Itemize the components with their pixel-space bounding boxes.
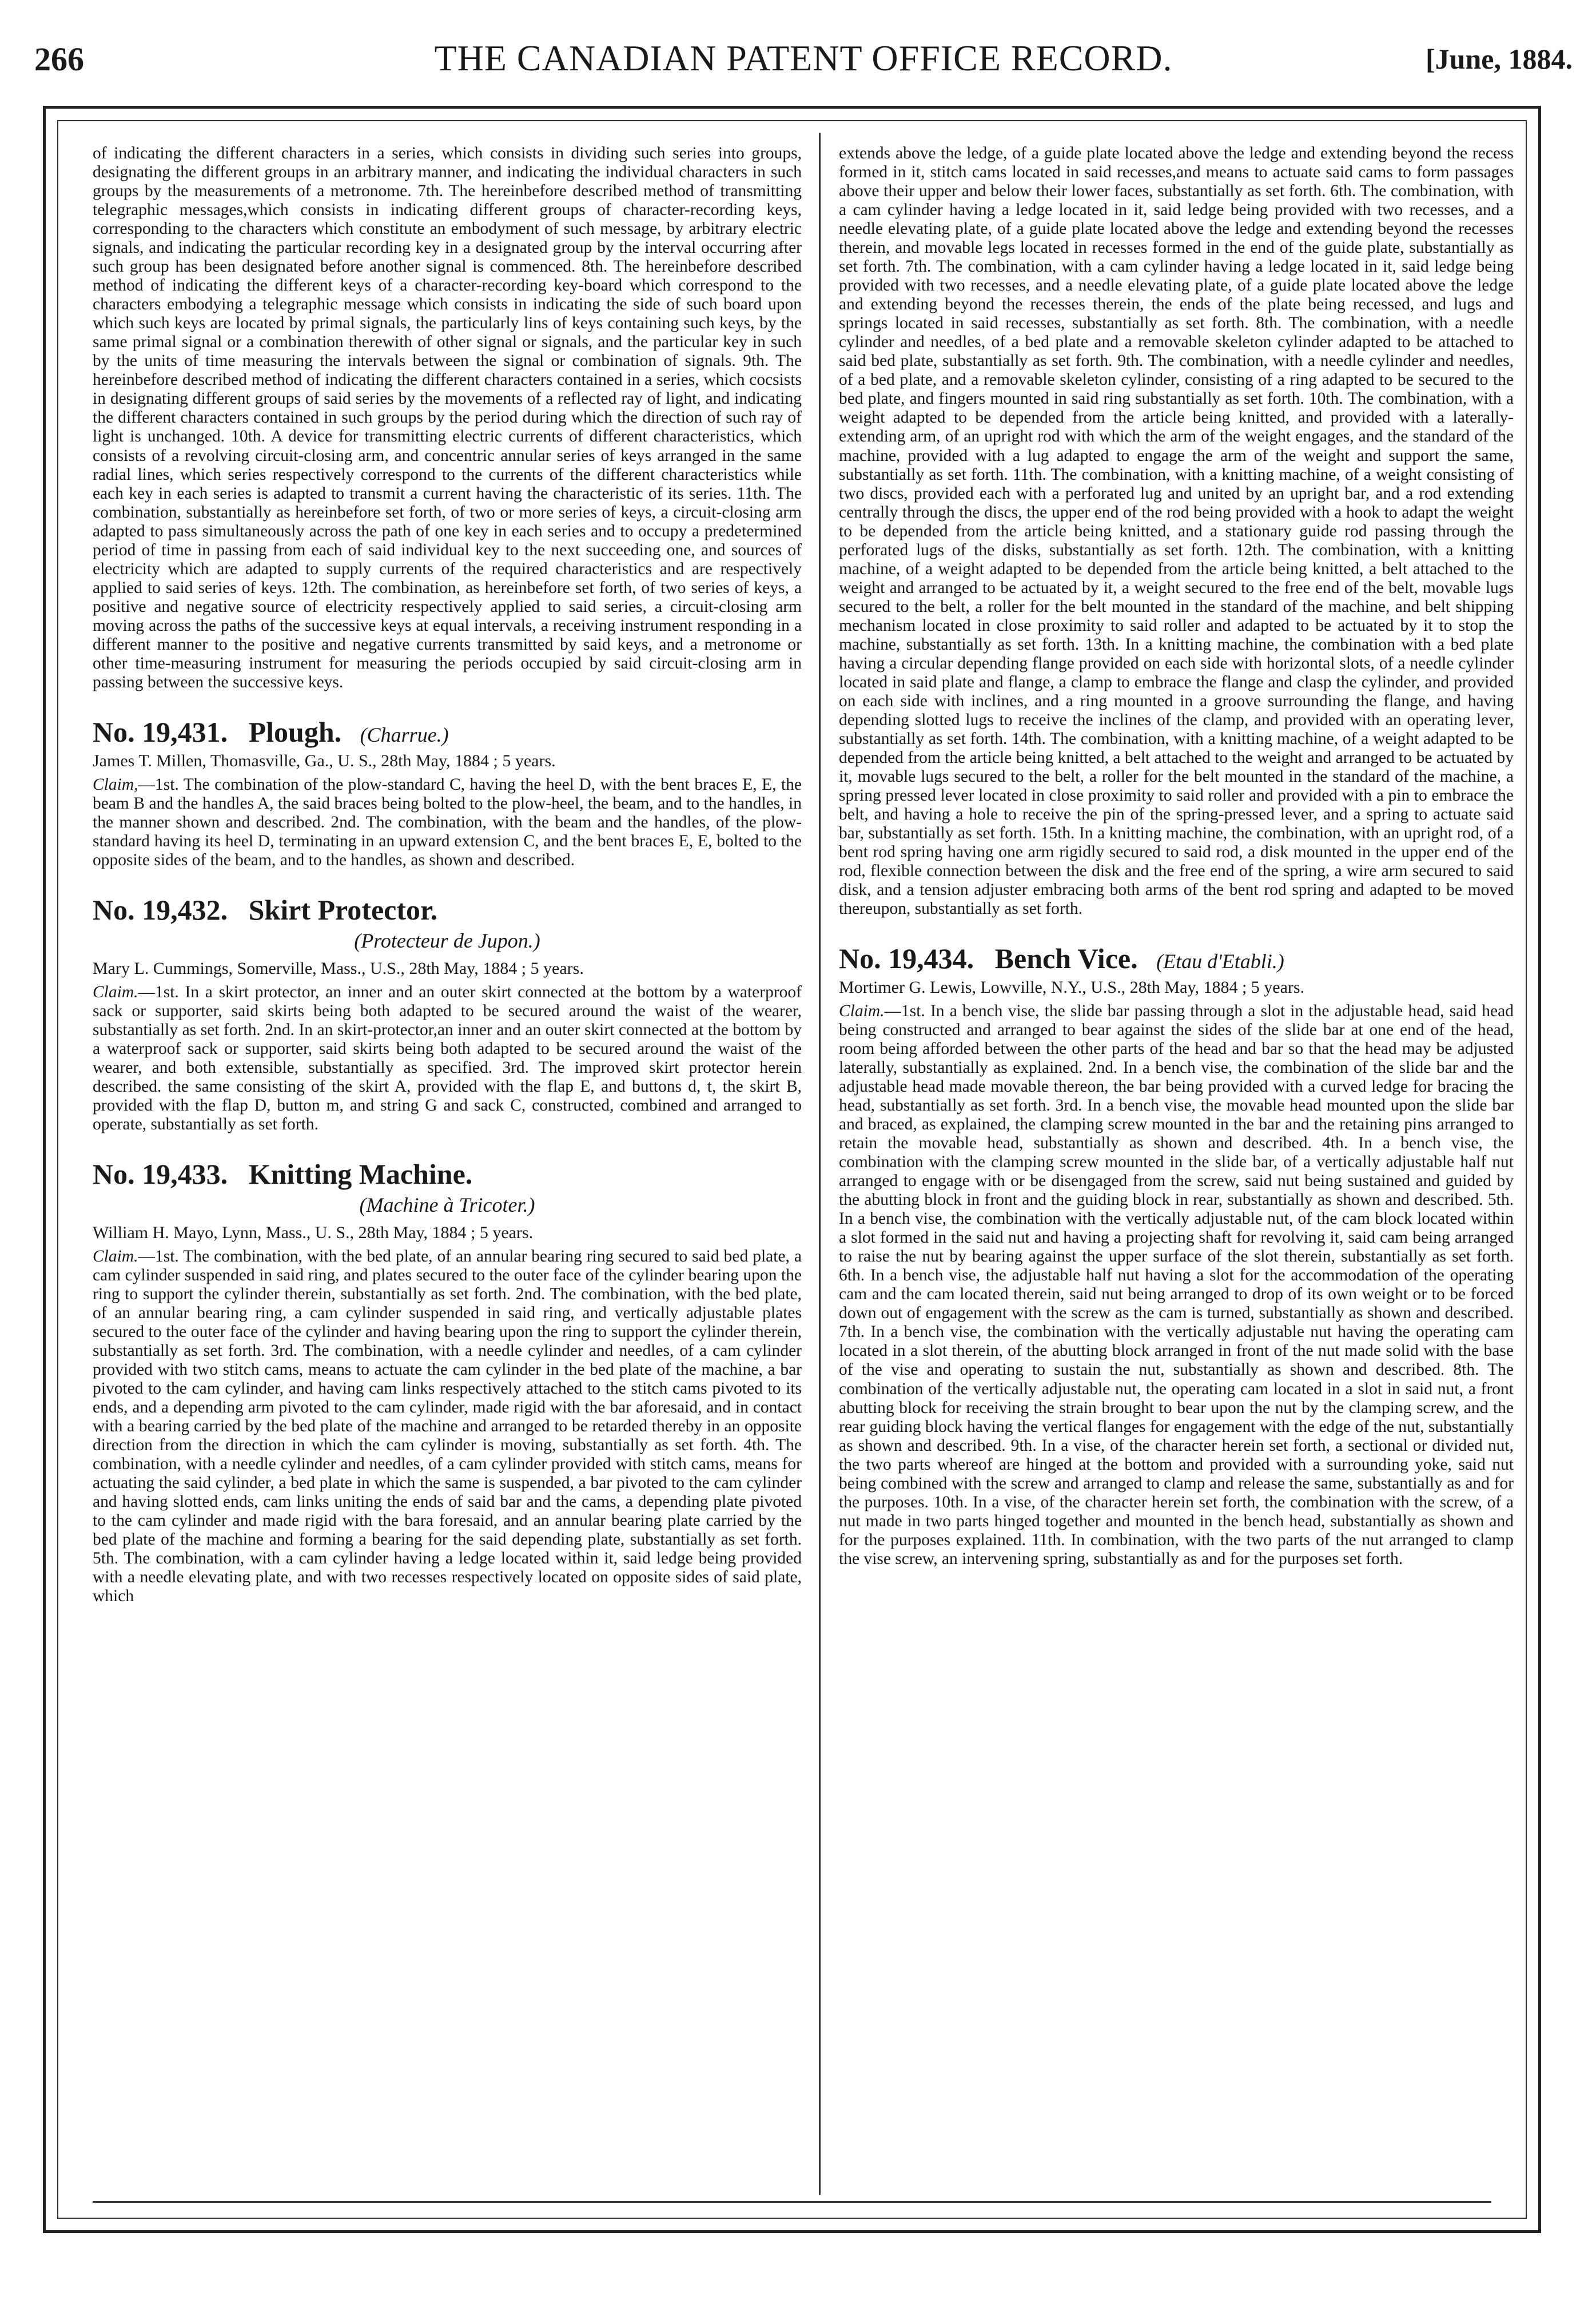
claim-label: Claim.: [93, 1247, 138, 1266]
patentee-line: Mortimer G. Lewis, Lowville, N.Y., U.S., 28th May, 1884 ; 5 years.: [839, 978, 1305, 997]
patent-heading-19431: [93, 716, 802, 748]
page-frame: [43, 106, 1541, 2233]
patent-number: No. 19,432.: [93, 893, 228, 926]
patent-heading-19433: [93, 1158, 802, 1190]
patentee-line: William H. Mayo, Lynn, Mass., U. S., 28th May, 1884 ; 5 years.: [93, 1223, 534, 1243]
page-header: [34, 34, 1573, 86]
claim-text: —1st. In a skirt protector, an inner and an outer skirt connected at the bottom by a waterproof sack or supporter, said skirts being both adapted to be secured around the waist of the wearer, substantially as set forth. 2nd. In an skirt-protector,an inner and an outer skirt connected at the bottom by a waterproof sack or supporter, said skirts being both adapted to be secured around the waist of the wearer, and both extensible, substantially as specified. 3rd. The improved skirt protector herein described. the same consisting of the skirt A, provided with the flap E, and buttons d, t, the skirt B, provided with the flap D, button m, and string G and sack C, constructed, combined and arranged to operate, substantially as set forth.: [93, 982, 802, 1133]
patent-heading-19434: [839, 942, 1514, 974]
patentee-line: James T. Millen, Thomasville, Ga., U. S., 28th May, 1884 ; 5 years.: [93, 751, 556, 770]
patent-claim: [93, 1247, 802, 1606]
patent-number: No. 19,431.: [93, 715, 228, 748]
patent-number: No. 19,434.: [839, 942, 974, 975]
patent-french-title: (Etau d'Etabli.): [1156, 950, 1284, 973]
patent-claim: [93, 983, 802, 1134]
page-number: 266: [34, 41, 84, 78]
claim-text: —1st. The combination, with the bed plate, of an annular bearing ring secured to said bed plate, a cam cylinder suspended in said ring, and plates secured to the outer face of the cylinder bearing upon the ring to support the cylinder therein, substantially as set forth. 2nd. The combination, with the bed plate, of an annular bearing ring, a cam cylinder suspended in said ring, and vertically adjustable plates secured to the outer face of the cylinder and having bearing upon the ring to support the cylinder therein, substantially as set forth. 3rd. The combination, with a needle cylinder and needles, of a cam cylinder provided with two stitch cams, means to actuate the cam cylinder in the bed plate of the machine, a bar pivoted to the cam cylinder, and having cam links respectively attached to the stitch cams pivoted to its ends, and a depending arm pivoted to the cam cylinder, made rigid with the bar aforesaid, and in contact with a bearing carried by the bed plate of the machine and arranged to be retarded thereby in an opposite direction from the direction in which the cam cylinder is moving, substantially as set forth. 4th. The combination, with a needle cylinder and needles, of a cam cylinder provided with stitch cams, means for actuating the said cylinder, a bed plate in which the same is suspended, a bar pivoted to the cam cylinder and having slotted ends, cam links uniting the ends of said bar and the cams, a depending plate pivoted to the cam cylinder and made rigid with the bara foresaid, and an annular bearing plate carried by the bed plate of the machine and forming a bearing for the said depending plate, substantially as set forth. 5th. The combination, with a cam cylinder having a ledge located within it, said ledge being provided with a needle elevating plate, and with two recesses respectively located on opposite sides of said plate, which: [93, 1247, 802, 1606]
patent-title: Plough.: [248, 715, 342, 748]
patent-title: Skirt Protector.: [248, 893, 438, 926]
patent-french-title: (Machine à Tricoter.): [359, 1193, 535, 1216]
bottom-rule: [93, 2201, 1491, 2203]
claim-label: Claim,: [93, 775, 138, 794]
patent-title: Knitting Machine.: [248, 1157, 473, 1190]
claim-text: —1st. The combination of the plow-standard C, having the heel D, with the bent braces E, E, the beam B and the handles A, the said braces being bolted to the plow-heel, the beam, and to the handles, in the manner shown and described. 2nd. The combination, with the beam and the handles, of the plow-standard having its heel D, terminating in an upward extension C, and the bent braces E, E, bolted to the opposite sides of the beam, and to the handles, as shown and described.: [93, 775, 802, 869]
left-column: [93, 144, 802, 2183]
claim-label: Claim.: [93, 982, 138, 1001]
claim-text: —1st. In a bench vise, the slide bar passing through a slot in the adjustable head, said head being constructed and arranged to bear against the sides of the slide bar at one end of the head, room being afforded between the other parts of the head and bar so that the head may be adjusted laterally, substantially as explained. 2nd. In a bench vise, the combination of the slide bar and the adjustable head made movable thereon, the bar being provided with a curved ledge for bracing the head, substantially as set forth. 3rd. In a bench vise, the movable head mounted upon the slide bar and braced, as explained, the clamping screw mounted in the bar and the retaining pins arranged to retain the movable head, substantially as shown and described. 4th. In a bench vise, the combination with the clamping screw mounted in the slide bar, of a vertically adjustable half nut arranged to engage with or be disengaged from the screw, said nut being sustained and guided by the abutting block in front and the guiding block in rear, substantially as shown and described. 5th. In a bench vise, the combination with the vertically adjustable nut, of the cam block located within a slot formed in the said nut and having a projecting shaft for revolving it, said cam being arranged to raise the nut by bearing against the upper surface of the slot therein, substantially as set forth. 6th. In a bench vise, the adjustable half nut having a slot for the accommodation of the operating cam and the cam located therein, said nut being arranged to drop of its own weight or to be forced down out of engagement with the screw as the cam is turned, substantially as shown and described. 7th. In a bench vise, the combination with the vertically adjustable nut having the operating cam located in a slot therein, of the abutting block arranged in front of the nut made solid with the base of the vise and operating to sustain the nut, substantially as shown and described. 8th. The combination of the vertically adjustable nut, the operating cam located in a slot in said nut, a front abutting block for receiving the strain brought to bear upon the nut by the clamping screw, and the rear guiding block having the vertical flanges for engagement with the edge of the nut, substantially as shown and described. 9th. In a vise, of the character herein set forth, a sectional or divided nut, the two parts whereof are hinged at the bottom and provided with a surrounding yoke, said nut being combined with the screw and arranged to clamp and release the same, substantially as and for the purposes. 10th. In a vise, of the character herein set forth, the combination with the screw, of a nut made in two parts hinged together and mounted in the bench head, substantially as shown and for the purposes explained. 11th. In combination, with the two parts of the nut arranged to clamp the vise screw, an intervening spring, substantially as and for the purposes set forth.: [839, 1001, 1514, 1568]
page-title: THE CANADIAN PATENT OFFICE RECORD.: [434, 38, 1173, 78]
patent-french-title: (Protecteur de Jupon.): [354, 929, 540, 952]
patent-number: No. 19,433.: [93, 1157, 228, 1190]
patent-claim: [839, 1002, 1514, 1569]
patentee-line: Mary L. Cummings, Somerville, Mass., U.S., 28th May, 1884 ; 5 years.: [93, 958, 584, 978]
patent-heading-19432: [93, 894, 802, 926]
claim-label: Claim.: [839, 1001, 885, 1020]
column-divider: [819, 133, 821, 2195]
patent-claim: [93, 775, 802, 870]
right-column: [839, 144, 1514, 2183]
page-date: [June, 1884.: [1426, 43, 1573, 75]
left-continuation-text: of indicating the different characters in a series, which consists in dividing such series into groups, designating the different groups in an arbitrary manner, and indicating the individual characters in such groups by the measurements of a metronome. 7th. The hereinbefore described method of transmitting telegraphic messages,which consists in indicating different groups of character-recording keys, corresponding to the characters which constitute an embodyment of such message, by arbitrary electric signals, and indicating the particular recording key in a designated group by the interval occurring after such group has been designated before another signal is commenced. 8th. The hereinbefore described method of indicating the different keys of a character-recording key-board which correspond to the characters embodying a telegraphic message which consists in indicating the side of such board upon which such keys are located by primal signals, the particularly lins of keys containing such keys, by the same primal signal or a combination therewith of other signal or signals, and the particular key in such by the units of time measuring the intervals between the signal or combination of signals. 9th. The hereinbefore described method of indicating the different characters contained in a series, which cocsists in designating different groups of said series by the movements of a reflected ray of light, and indicating the different characters contained in such groups by the period during which the direction of such ray of light is unchanged. 10th. A device for transmitting electric currents of different characteristics, which consists of a revolving circuit-closing arm, and concentric annular series of keys arranged in the same radial lines, which series respectively correspond to the currents of the different characteristics while each key in each series is adapted to transmit a current having the characteristic of its series. 11th. The combination, substantially as hereinbefore set forth, of two or more series of keys, a circuit-closing arm adapted to pass simultaneously across the path of one key in each series and to occupy a predetermined period of time in passing from each of said individual key to the next succeeding one, and sources of electricity which are adapted to supply currents of the required characteristics and are respectively applied to said series of keys. 12th. The combination, as hereinbefore set forth, of two series of keys, a positive and negative source of electricity respectively applied to said series, a circuit-closing arm moving across the paths of the successive keys at equal intervals, a receiving instrument responding in a different manner to the positive and negative currents transmitted by said keys, and a metronome or other time-measuring instrument for measuring the periods occupied by said circuit-closing arm in passing between the successive keys.: [93, 144, 802, 691]
right-continuation-text: extends above the ledge, of a guide plate located above the ledge and extending beyond the recess formed in it, stitch cams located in said recesses,and means to actuate said cams to form passages above their upper and below their lower faces, substantially as set forth. 6th. The combination, with a cam cylinder having a ledge located in it, said ledge being provided with two recesses, and a needle elevating plate, of a guide plate located above the ledge and extending beyond the recesses therein, and movable legs located in recesses formed in the end of the guide plate, substantially as set forth. 7th. The combination, with a cam cylinder having a ledge located in it, said ledge being provided with two recesses, and a needle elevating plate, of a guide plate located above the ledge and extending beyond the recesses therein, the ends of the plate being recessed, and lugs and springs located in said recesses, substantially as set forth. 8th. The combination, with a needle cylinder and needles, of a bed plate and a removable skeleton cylinder adapted to be attached to said bed plate, substantially as set forth. 9th. The combination, with a needle cylinder and needles, of a bed plate, and a removable skeleton cylinder, consisting of a ring adapted to be secured to the bed plate, and fingers mounted in said ring substantially as set forth. 10th. The combination, with a weight adapted to be depended from the article being knitted, and provided with a laterally-extending arm, of an upright rod with which the arm of the weight engages, and the standard of the machine, provided with a lug adapted to engage the arm of the weight and support the same, substantially as set forth. 11th. The combination, with a knitting machine, of a weight consisting of two discs, provided each with a perforated lug and united by an upright bar, and a rod extending centrally through the discs, the upper end of the rod being provided with a hook to adapt the weight to be depended from the article being knitted, and a stationary guide rod passing through the perforated lugs of the disks, substantially as set forth. 12th. The combination, with a knitting machine, of a weight adapted to be depended from the article being knitted, a belt attached to the weight and arranged to be actuated by it, a weight secured to the free end of the belt, movable lugs secured to the belt, a roller for the belt mounted in the standard of the machine, and belt shipping mechanism located in close proximity to said roller and adapted to be actuated by it to stop the machine, substantially as set forth. 13th. In a knitting machine, the combination with a bed plate having a circular depending flange provided on each side with horizontal slots, of a needle cylinder located in said plate and flange, a clamp to embrace the flange and clasp the cylinder, and provided on each side with inclines, and a ring mounted in a groove surrounding the flange, and having depending slotted lugs to receive the inclines of the clamp, and provided with an operating lever, substantially as set forth. 14th. The combination, with a knitting machine, of a weight adapted to be depended from the article being knitted, a belt attached to the weight and arranged to be actuated by it, movable lugs secured to the belt, a roller for the belt mounted in the standard of the machine, a spring pressed lever located in close proximity to said roller and provided with a pin to embrace the belt, and having a hole to receive the pin of the spring-pressed lever, and a spring to actuate said bar, substantially as set forth. 15th. In a knitting machine, the combination, with an upright rod, of a bent rod spring having one arm rigidly secured to said rod, a disk mounted in the upper end of the rod, flexible connection between the disk and the free end of the spring, a wire arm secured to said disk, and a tension adjuster embracing both arms of the bent rod spring and adapted to be moved thereupon, substantially as set forth.: [839, 144, 1514, 918]
inner-frame: [57, 120, 1527, 2219]
patent-title: Bench Vice.: [994, 942, 1138, 975]
patent-french-title: (Charrue.): [360, 723, 449, 746]
